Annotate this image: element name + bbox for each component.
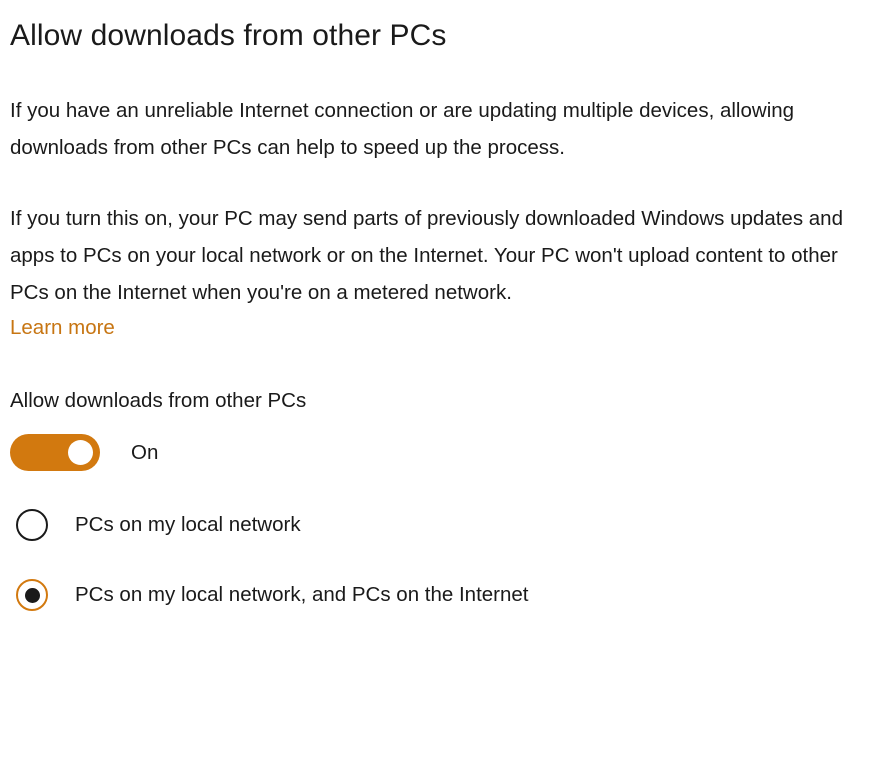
radio-option-label: PCs on my local network, and PCs on the Internet bbox=[75, 583, 529, 606]
toggle-state-label: On bbox=[131, 440, 159, 464]
page-title: Allow downloads from other PCs bbox=[10, 19, 447, 52]
setting-label: Allow downloads from other PCs bbox=[10, 389, 307, 412]
allow-downloads-toggle-row bbox=[10, 434, 875, 471]
radio-icon[interactable] bbox=[16, 509, 48, 541]
radio-selected-icon[interactable] bbox=[16, 579, 48, 611]
allow-downloads-toggle[interactable] bbox=[10, 434, 100, 471]
radio-option-local-network[interactable] bbox=[10, 509, 875, 541]
spacer bbox=[10, 166, 875, 200]
description-paragraph-1: If you have an unreliable Internet connection or are updating multiple devices, allowing downloads from other PCs can help to speed up the process. bbox=[10, 99, 795, 159]
learn-more-link[interactable]: Learn more bbox=[10, 316, 115, 339]
toggle-knob bbox=[68, 440, 93, 465]
radio-option-local-and-internet[interactable] bbox=[10, 579, 875, 611]
description-paragraph-2: If you turn this on, your PC may send parts of previously downloaded Windows updates and apps to PCs on your local network or on the Internet. Your PC won't upload content to other PCs on the Internet when you're on a metered network. bbox=[10, 207, 843, 304]
spacer bbox=[10, 56, 875, 92]
radio-option-label: PCs on my local network bbox=[75, 513, 301, 536]
